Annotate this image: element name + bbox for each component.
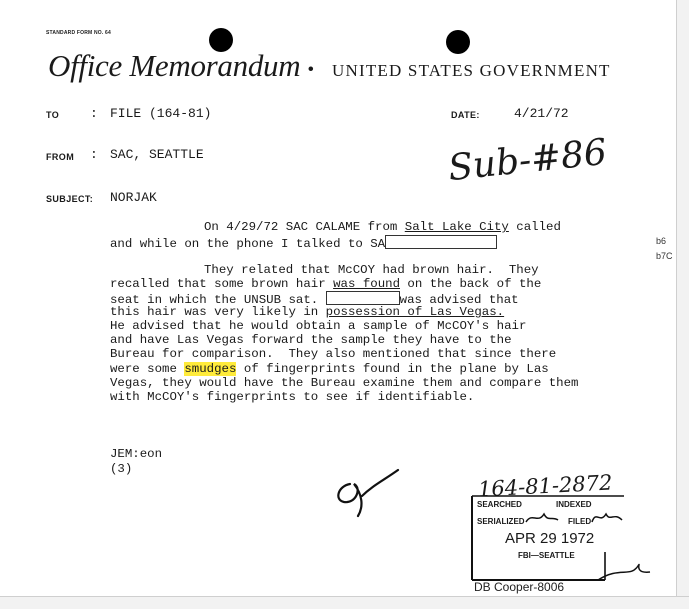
stamp-searched: SEARCHED [477,500,522,509]
body-line [110,305,504,320]
to-colon: : [90,106,98,121]
stamp-date: APR 29 1972 [505,530,595,547]
body-line: He advised that he would obtain a sample of McCOY's hair [110,319,527,333]
page-edge-bottom [0,596,689,609]
memo-title: Office Memorandum [48,48,301,83]
to-label: TO [46,110,60,120]
body-line: Vegas, they would have the Bureau examine them and compare them [110,376,579,390]
date-label: DATE: [451,110,480,120]
body-text-segment: was advised that [399,293,519,307]
underlined-text: Salt Lake City [404,220,509,234]
footer-watermark: DB Cooper-8006 [474,580,565,594]
typist-initials: JEM:eon [110,447,163,461]
stamp-indexed: INDEXED [556,500,592,509]
from-label: FROM [46,152,75,162]
body-text-segment: called [508,220,561,234]
highlighted-word: smudges [184,362,237,376]
body-line: and have Las Vegas forward the sample they have to the [110,333,512,347]
stamp-serialized: SERIALIZED [477,517,525,526]
body-text-segment: were some [110,362,185,376]
body-text-segment: seat in which the UNSUB sat. [110,293,326,307]
body-text-segment: and while on the phone I talked to SA [110,237,386,251]
exemption-code-b6: b6 [656,236,667,246]
handwritten-initials-scribble [328,466,402,518]
stamp-filed: FILED [568,517,592,526]
government-heading: UNITED STATES GOVERNMENT [332,61,611,80]
body-line [110,235,497,252]
body-text-segment: of fingerprints found in the plane by Las [236,362,549,376]
copy-count: (3) [110,462,133,476]
stamp-handwritten-marks [522,508,632,528]
punch-hole-right [446,30,470,54]
title-separator: • [308,61,314,78]
subject-value: NORJAK [110,190,157,205]
handwritten-serial: Sub-#86 [446,131,609,190]
page-edge-right [676,0,689,608]
exemption-code-b7c: b7C [656,251,673,261]
redaction-box [326,291,400,305]
redaction-box [385,235,497,249]
body-line [110,277,541,292]
body-line [204,220,561,235]
from-colon: : [90,147,98,162]
stamp-office: FBI—SEATTLE [518,551,575,560]
body-text-segment: On 4/29/72 SAC CALAME from [204,220,405,234]
date-value: 4/21/72 [514,106,569,121]
body-text-segment: on the back of the [400,277,542,291]
body-text-segment: recalled that some brown hair [110,277,334,291]
body-line [110,362,549,377]
underlined-text: was found [333,277,400,291]
to-value: FILE (164-81) [110,106,212,121]
stamp-file-number: 164-81-2872 [477,470,613,502]
body-line: Bureau for comparison. They also mentioned that since there [110,347,557,361]
body-line: They related that McCOY had brown hair. They [204,263,539,277]
from-value: SAC, SEATTLE [110,147,204,162]
body-line: with McCOY's fingerprints to see if identifiable. [110,390,475,404]
underlined-text: possession of Las Vegas. [325,305,505,319]
subject-label: SUBJECT: [46,194,94,204]
body-text-segment: this hair was very likely in [110,305,326,319]
form-number: STANDARD FORM NO. 64 [46,30,112,36]
